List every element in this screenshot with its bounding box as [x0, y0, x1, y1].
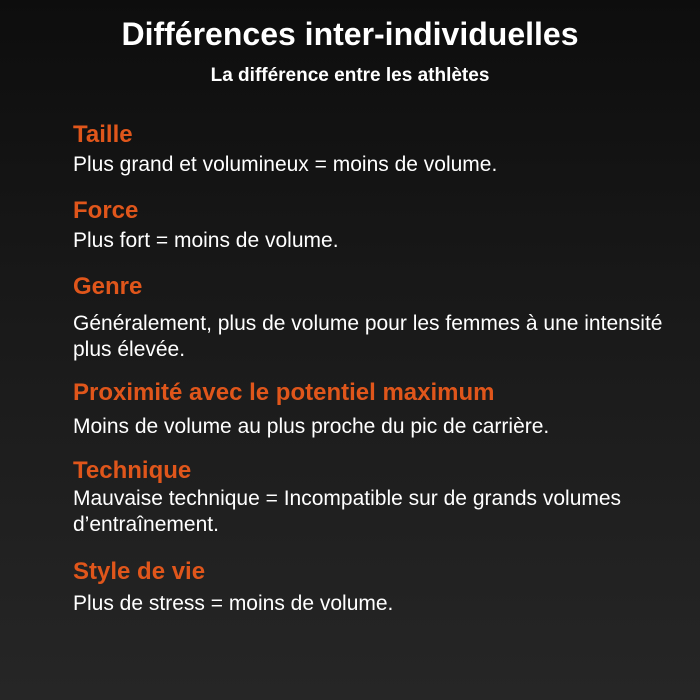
section-text: Plus grand et volumineux = moins de volume. [73, 153, 498, 176]
section-text: Mauvaise technique = Incompatible sur de grands volumes d’entraînement. [73, 487, 622, 536]
section-proximite [73, 379, 673, 440]
section-genre [73, 273, 673, 363]
section-style-de-vie [73, 558, 673, 617]
page-subtitle: La différence entre les athlètes [210, 65, 490, 86]
section-text: Plus de stress = moins de volume. [73, 592, 394, 615]
section-heading: Style de vie [73, 558, 206, 585]
section-technique [73, 457, 673, 538]
section-heading: Genre [73, 273, 143, 300]
section-taille [73, 121, 673, 178]
section-text: Généralement, plus de volume pour les femmes à une intensité plus élevée. [73, 312, 663, 361]
section-heading: Proximité avec le potentiel maximum [73, 379, 495, 406]
section-force [73, 197, 673, 254]
section-heading: Technique [73, 457, 192, 484]
section-heading: Taille [73, 121, 133, 148]
section-text: Plus fort = moins de volume. [73, 229, 339, 252]
page-title: Différences inter-individuelles [121, 16, 579, 52]
section-text: Moins de volume au plus proche du pic de carrière. [73, 415, 550, 438]
section-heading: Force [73, 197, 139, 224]
